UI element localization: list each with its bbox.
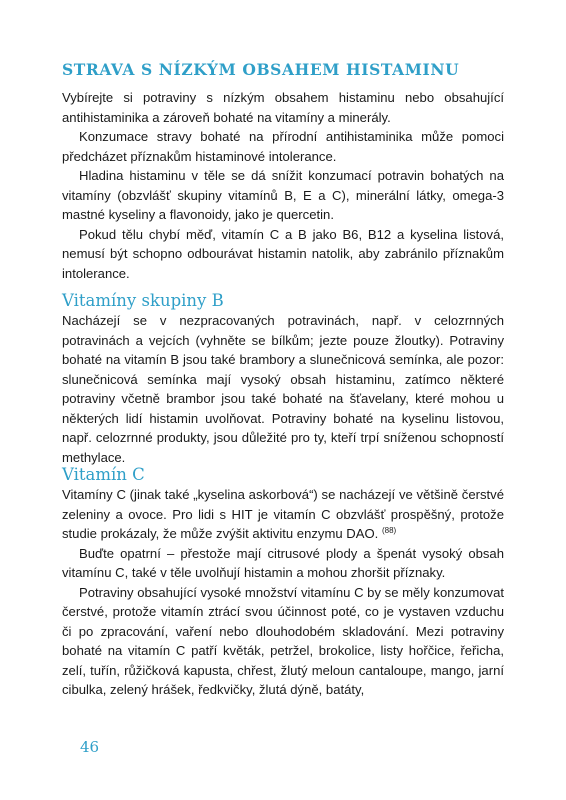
- vitamin-c-paragraph-3: Potraviny obsahující vysoké množství vitamínu C by se měly konzumovat čerstvé, protože vitamín ztrácí svou účinnost poté, co je vystaven vzduchu či po zpracování, vaření nebo dlouhodobém skladování. Mezi potraviny bohaté na vitamín C patří květák, petržel, brokolice, listy hořčice, řeřicha, zelí, tuřín, růžičková kapusta, chřest, žlutý meloun cantaloupe, mango, jarní cibulka, zelený hrášek, ředkvičky, žlutá dýně, batáty,: [62, 584, 504, 697]
- vitamin-c-paragraph-1: [62, 485, 504, 544]
- intro-paragraph-1: Vybírejte si potraviny s nízkým obsahem histaminu nebo obsahující antihistaminika a zároveň bohaté na vitamíny a minerály.: [62, 90, 504, 125]
- intro-paragraph-3: Hladina histaminu v těle se dá snížit konzumací potravin bohatých na vitamíny (obzvlášť skupiny vitamínů B, E a C), minerální látky, omega-3 mastné kyseliny a flavonoidy, jako je quercetin.: [62, 168, 504, 222]
- vitamin-b-paragraph: Nacházejí se v nezpracovaných potravinách, např. v celozrnných potravinách a vejcích (vyhněte se bílkům; jezte pouze žloutky). Potraviny bohaté na vitamín B jsou také brambory a slunečnicová semínka, ale pozor: slunečnicová semínka mají vysoký obsah histaminu, zatímco některé potraviny včetně brambor jsou také bohaté na šťavelany, které mohou u některých lidí histamin uvolňovat. Potraviny bohaté na kyselinu listovou, např. celozrnné produkty, jsou důležité pro ty, kteří trpí sníženou schopností methylace.: [62, 313, 504, 465]
- reference-marker: (88): [381, 526, 397, 535]
- vitamin-c-section: [62, 465, 504, 700]
- vitamin-b-section: [62, 291, 504, 467]
- vitamin-c-paragraph-1-text: Vitamíny C (jinak také „kyselina askorbová“) se nacházejí ve většině čerstvé zeleniny a ovoce. Pro lidi s HIT je vitamín C obzvlášť prospěšný, protože studie prokázaly, že může zvýšit aktivitu enzymu DAO.: [62, 487, 504, 541]
- vitamin-b-heading: Vitamíny skupiny B: [62, 291, 224, 310]
- intro-section: [62, 88, 504, 283]
- vitamin-c-heading: Vitamín C: [62, 465, 145, 484]
- page-number: 46: [80, 738, 100, 756]
- chapter-heading: STRAVA S NÍZKÝM OBSAHEM HISTAMINU: [62, 60, 460, 79]
- intro-paragraph-2: Konzumace stravy bohaté na přírodní antihistaminika může pomoci předcházet příznakům histaminové intolerance.: [62, 129, 504, 164]
- intro-paragraph-4: Pokud tělu chybí měď, vitamín C a B jako B6, B12 a kyselina listová, nemusí být schopno odbourávat histamin natolik, aby zabránilo příznakům intolerance.: [62, 226, 504, 281]
- vitamin-c-paragraph-2: Buďte opatrní – přestože mají citrusové plody a špenát vysoký obsah vitamínu C, také v těle uvolňují histamin a mohou zhoršit příznaky.: [62, 545, 504, 580]
